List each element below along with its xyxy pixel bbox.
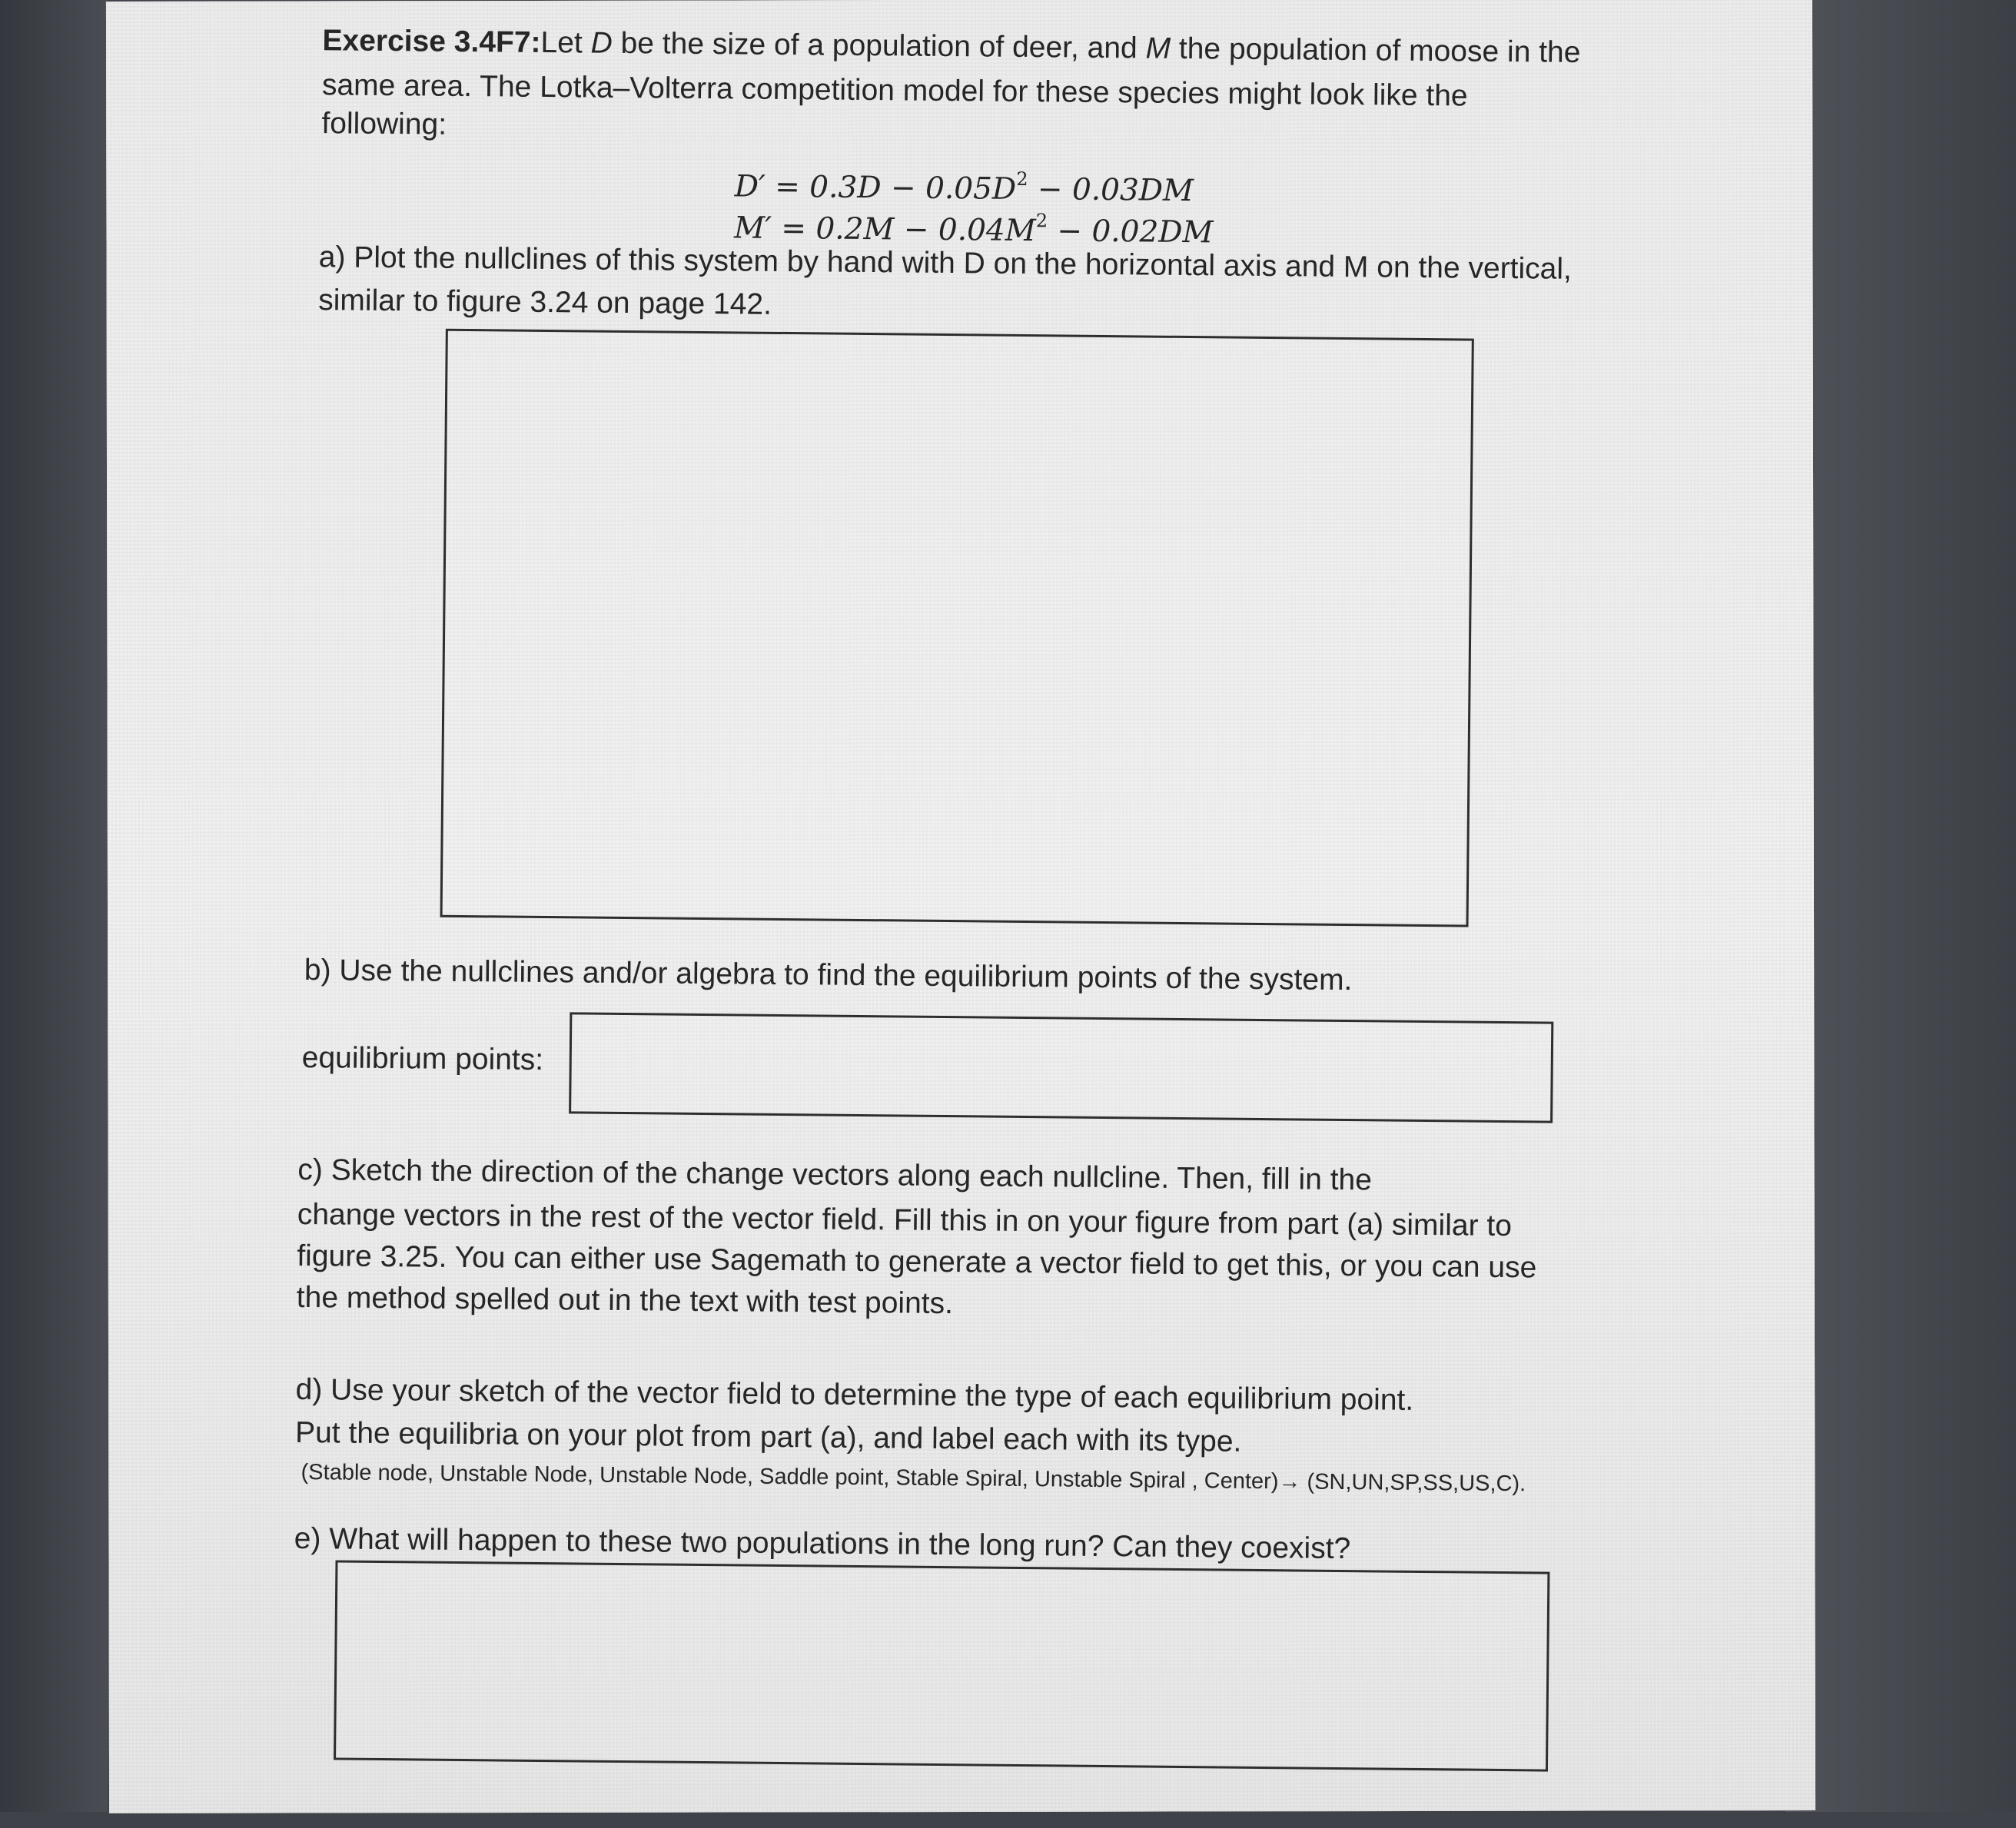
equilibrium-type-legend: (Stable node, Unstable Node, Unstable Node, Saddle point, Stable Spiral, Unstable Spiral , Center)→ (SN,UN,SP,SS,US,C). (301, 1460, 1526, 1497)
eq-exponent: 2 (1035, 210, 1048, 232)
part-c-line-3: figure 3.25. You can either use Sagemath to generate a vector field to get this, or you can use (297, 1239, 1537, 1285)
part-e-line-1: e) What will happen to these two populations in the long run? Can they coexist? (294, 1521, 1351, 1566)
eq-op: − (1028, 172, 1073, 207)
eq-term: 0.3D (809, 170, 882, 206)
eq-sign: = (771, 211, 816, 247)
part-d-line-1: d) Use your sketch of the vector field to determine the type of each equilibrium point. (295, 1372, 1414, 1417)
intro-text: be the size of a population of deer, and (612, 26, 1146, 65)
variable-d: D (590, 26, 613, 60)
part-c-line-4: the method spelled out in the text with test points. (296, 1280, 954, 1321)
eq-term: 0.02DM (1091, 214, 1214, 250)
eq-op: − (881, 171, 926, 206)
eq-op: − (894, 212, 939, 247)
eq-exponent: 2 (1016, 168, 1028, 191)
exercise-intro-line-1 (322, 22, 1580, 72)
eq-term: 0.04M (938, 212, 1036, 249)
eq-op: − (1047, 214, 1092, 249)
exercise-number: Exercise 3.4F7: (322, 24, 541, 59)
part-a-line-2: similar to figure 3.24 on page 142. (318, 284, 772, 321)
variable-m: M (1145, 32, 1171, 65)
intro-text: Let (540, 25, 591, 60)
part-d-line-2: Put the equilibria on your plot from part (a), and label each with its type. (294, 1415, 1242, 1458)
nullcline-plot-box[interactable] (440, 329, 1474, 927)
long-run-answer-box[interactable] (334, 1560, 1549, 1771)
part-c-line-2: change vectors in the rest of the vector field. Fill this in on your figure from part (a) similar to (297, 1197, 1513, 1243)
part-c-line-1: c) Sketch the direction of the change vectors along each nullcline. Then, fill in the (297, 1153, 1373, 1197)
eq-sign: = (765, 169, 810, 205)
equilibrium-points-answer-box[interactable] (569, 1012, 1553, 1123)
eq-term: 0.2M (815, 211, 895, 247)
equilibrium-points-label: equilibrium points: (301, 1040, 544, 1077)
eq-term: 0.05D (925, 171, 1017, 207)
exercise-intro-line-2: same area. The Lotka–Volterra competition model for these species might look like the (321, 68, 1468, 113)
eq-term: 0.03DM (1071, 172, 1194, 209)
part-b-line-1: b) Use the nullclines and/or algebra to find the equilibrium points of the system. (304, 954, 1353, 997)
intro-text: the population of moose in the (1170, 32, 1581, 69)
eq-lhs: D′ (734, 169, 766, 204)
eq-lhs: M′ (733, 211, 772, 246)
part-a-line-1: a) Plot the nullclines of this system by hand with D on the horizontal axis and M on the vertical, (318, 241, 1573, 286)
exercise-intro-line-3: following: (321, 107, 447, 141)
